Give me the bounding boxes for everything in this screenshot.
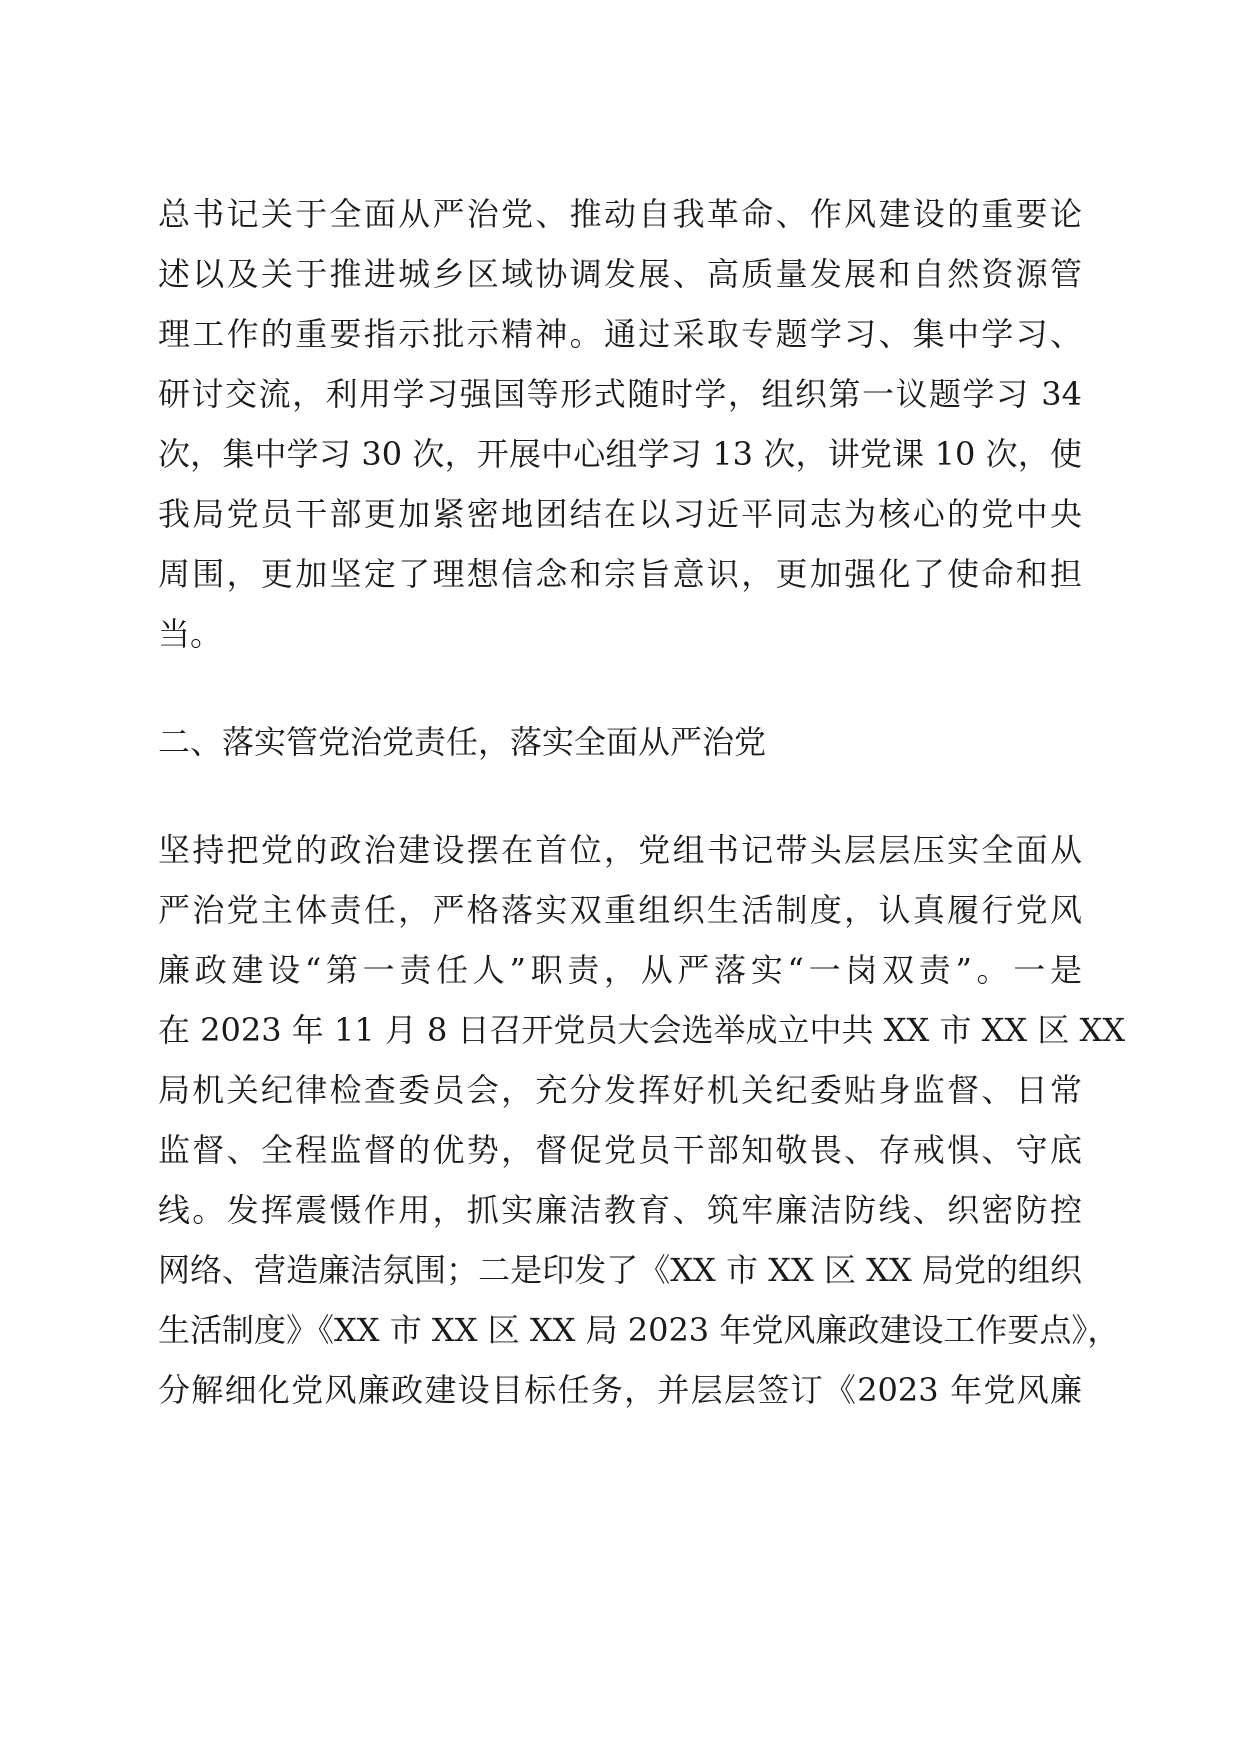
paragraph-line: 周围，更加坚定了理想信念和宗旨意识，更加强化了使命和担 [158, 555, 1082, 593]
paragraph-line: 理工作的重要指示批示精神。通过采取专题学习、集中学习、 [158, 315, 1082, 353]
paragraph-line: 分解细化党风廉政建设目标任务，并层层签订《2023 年党风廉 [158, 1371, 1082, 1409]
paragraph-line: 廉政建设“第一责任人”职责，从严落实“一岗双责”。一是 [158, 951, 1082, 989]
paragraph-line: 监督、全程监督的优势，督促党员干部知敬畏、存戒惧、守底 [158, 1131, 1082, 1169]
paragraph-line: 次，集中学习 30 次，开展中心组学习 13 次，讲党课 10 次，使 [158, 435, 1082, 473]
paragraph-line: 线。发挥震慑作用，抓实廉洁教育、筑牢廉洁防线、织密防控 [158, 1191, 1082, 1229]
paragraph-line: 述以及关于推进城乡区域协调发展、高质量发展和自然资源管 [158, 255, 1082, 293]
paragraph-line: 严治党主体责任，严格落实双重组织生活制度，认真履行党风 [158, 891, 1082, 929]
paragraph-line: 在 2023 年 11 月 8 日召开党员大会选举成立中共 XX 市 XX 区 XX [158, 1011, 1126, 1049]
paragraph-line: 局机关纪律检查委员会，充分发挥好机关纪委贴身监督、日常 [158, 1071, 1082, 1109]
paragraph-line: 网络、营造廉洁氛围；二是印发了《XX 市 XX 区 XX 局党的组织 [158, 1251, 1082, 1289]
paragraph-line: 总书记关于全面从严治党、推动自我革命、作风建设的重要论 [158, 195, 1082, 233]
paragraph-line: 我局党员干部更加紧密地团结在以习近平同志为核心的党中央 [158, 495, 1082, 533]
paragraph-line: 当。 [158, 615, 223, 653]
paragraph-line: 生活制度》《XX 市 XX 区 XX 局 2023 年党风廉政建设工作要点》， [158, 1311, 1120, 1349]
section-heading: 二、落实管党治党责任，落实全面从严治党 [158, 723, 767, 761]
paragraph-line: 坚持把党的政治建设摆在首位，党组书记带头层层压实全面从 [158, 831, 1082, 869]
paragraph-line: 研讨交流，利用学习强国等形式随时学，组织第一议题学习 34 [158, 375, 1082, 413]
